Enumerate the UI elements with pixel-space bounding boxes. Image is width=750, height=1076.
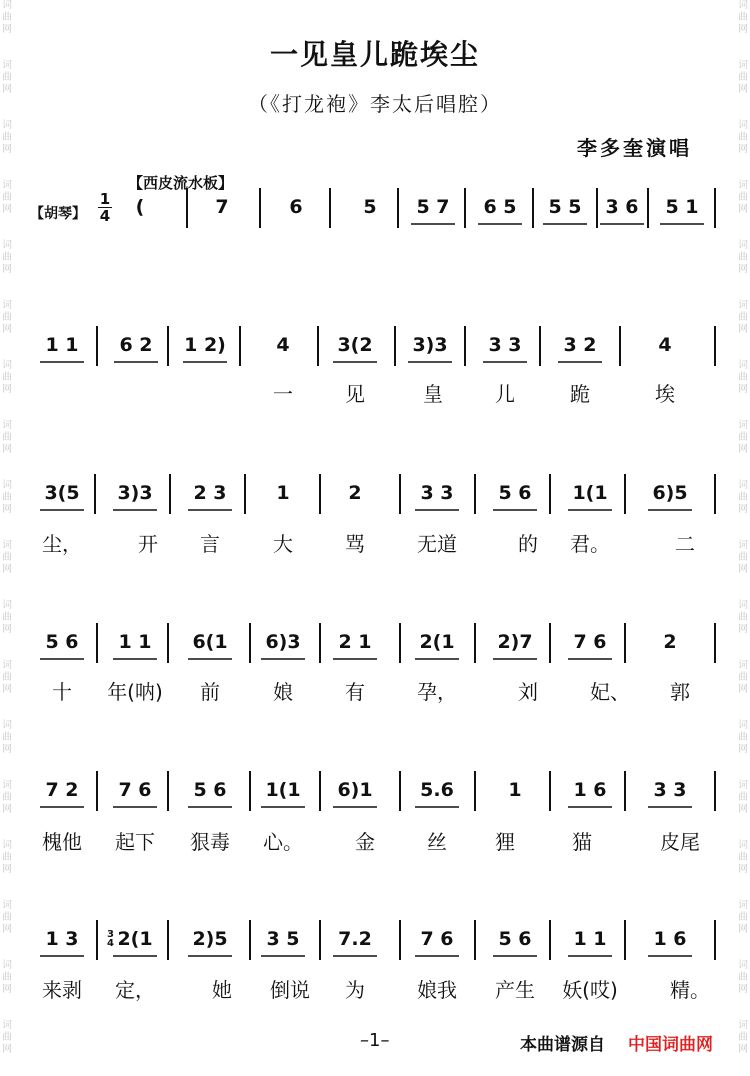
note-group: 7 [215,196,229,218]
note-group: 1 [508,779,522,801]
note-group: 1 3 [45,928,79,950]
note-group: 3(2 [337,334,373,356]
note-group: 5 6 [498,928,532,950]
watermark-text: 词曲网 [738,0,748,35]
watermark-text: 词曲网 [738,540,748,575]
note-group: 2)5 [192,928,228,950]
lyric-syllable: 跪 [570,382,590,406]
note-group: 3 3 [420,482,454,504]
lyric-syllable: 精。 [670,978,710,1002]
note-group: 6 2 [119,334,153,356]
note-group: 7 6 [118,779,152,801]
watermark-text: 词曲网 [738,660,748,695]
lyric-syllable: 定， [115,978,155,1002]
note-group: 3)3 [117,482,153,504]
watermark-text: 词曲网 [2,660,12,695]
note-group: 3 5 [266,928,300,950]
watermark-text: 词曲网 [738,240,748,275]
watermark-text: 词曲网 [738,180,748,215]
song-subtitle: （《打龙袍》李太后唱腔） [248,92,502,116]
note-group: 2 [348,482,362,504]
note-group: 2 [663,631,677,653]
watermark-text: 词曲网 [2,60,12,95]
note-group: 1 1 [118,631,152,653]
note-group: 5 7 [416,196,450,218]
lyric-syllable: 君。 [570,532,610,556]
lyric-syllable: 一 [273,382,293,406]
note-group: 5 1 [665,196,699,218]
watermark-text: 词曲网 [738,360,748,395]
note-group: 4 [276,334,290,356]
source-site-link[interactable]: 中国词曲网 [628,1035,713,1055]
note-group: 3)3 [412,334,448,356]
instrument-label: 【胡琴】 [30,206,86,222]
note-group: 5 5 [548,196,582,218]
watermark-text: 词曲网 [2,420,12,455]
note-group: 6(1 [192,631,228,653]
lyric-syllable: 金 [355,830,375,854]
lyric-syllable: 心。 [263,830,303,854]
lyric-syllable: 骂 [345,532,365,556]
lyric-syllable: 猫 [572,830,592,854]
watermark-text: 词曲网 [2,1020,12,1055]
note-group: 2 1 [338,631,372,653]
note-group: 5 6 [45,631,79,653]
watermark-text: 词曲网 [2,720,12,755]
watermark-text: 词曲网 [2,900,12,935]
note-group: 7.2 [338,928,372,950]
lyric-syllable: 为 [345,978,365,1002]
lyric-syllable: 狸 [495,830,515,854]
watermark-text: 词曲网 [738,420,748,455]
note-group: 6)1 [337,779,373,801]
lyric-syllable: 大 [273,532,293,556]
lyric-syllable: 产生 [495,978,535,1002]
lyric-syllable: 皮尾 [660,830,700,854]
note-group: 1 6 [653,928,687,950]
watermark-text: 词曲网 [738,780,748,815]
watermark-text: 词曲网 [738,600,748,635]
note-group: 6 5 [483,196,517,218]
note-group: ( [135,196,145,218]
lyric-syllable: 埃 [655,382,675,406]
watermark-text: 词曲网 [2,840,12,875]
lyric-syllable: 尘， [42,532,82,556]
note-group: 3(5 [44,482,80,504]
lyric-syllable: 见 [345,382,365,406]
note-group: 7 2 [45,779,79,801]
watermark-text: 词曲网 [738,720,748,755]
lyric-syllable: 言 [200,532,220,556]
watermark-text: 词曲网 [2,180,12,215]
lyric-syllable: 郭 [670,680,690,704]
lyric-syllable: 丝 [427,830,447,854]
note-group: 6 [289,196,303,218]
time-signature-change-bottom: 4 [107,938,114,949]
note-group: 7 6 [573,631,607,653]
note-group: 2(1 [117,928,153,950]
lyric-syllable: 前 [200,680,220,704]
lyric-syllable: 开 [138,532,158,556]
watermark-text: 词曲网 [738,840,748,875]
lyric-syllable: 孕， [417,680,457,704]
watermark-text: 词曲网 [738,960,748,995]
watermark-text: 词曲网 [738,300,748,335]
note-group: 2(1 [419,631,455,653]
lyric-syllable: 的 [518,532,538,556]
watermark-text: 词曲网 [2,240,12,275]
watermark-text: 词曲网 [738,120,748,155]
watermark-text: 词曲网 [738,900,748,935]
note-group: 6)3 [265,631,301,653]
lyric-syllable: 二 [675,532,695,556]
lyric-syllable: 有 [345,680,365,704]
note-group: 3 3 [653,779,687,801]
watermark-text: 词曲网 [2,120,12,155]
note-group: 3 6 [605,196,639,218]
watermark-text: 词曲网 [738,60,748,95]
note-group: 1 [276,482,290,504]
lyric-syllable: 娘 [273,680,293,704]
note-group: 6)5 [652,482,688,504]
note-group: 5 6 [193,779,227,801]
note-group: 1(1 [265,779,301,801]
note-group: 4 [658,334,672,356]
lyric-syllable: 年(呐) [107,680,163,704]
note-group: 3 3 [488,334,522,356]
source-text: 本曲谱源自 [520,1035,605,1055]
note-group: 5.6 [420,779,454,801]
watermark-text: 词曲网 [738,480,748,515]
lyric-syllable: 无道 [417,532,457,556]
time-signature-change-top: 3 [107,929,114,940]
note-group: 3 2 [563,334,597,356]
lyric-syllable: 妃、 [590,680,630,704]
note-group: 2 3 [193,482,227,504]
time-signature-top: 1 [99,190,111,208]
page-number: –1– [360,1030,390,1051]
time-signature-bottom: 4 [99,207,111,225]
note-group: 1 6 [573,779,607,801]
note-group: 5 6 [498,482,532,504]
watermark-text: 词曲网 [2,480,12,515]
note-group: 1(1 [572,482,608,504]
note-group: 2)7 [497,631,533,653]
lyric-syllable: 刘 [518,680,538,704]
lyric-syllable: 来剥 [42,978,82,1002]
watermark-text: 词曲网 [2,780,12,815]
watermark-text: 词曲网 [2,300,12,335]
watermark-text: 词曲网 [2,600,12,635]
song-title: 一见皇儿跪埃尘 [269,38,480,71]
watermark-text: 词曲网 [2,540,12,575]
watermark-text: 词曲网 [2,960,12,995]
lyric-syllable: 起下 [115,830,155,854]
lyric-syllable: 狠毒 [190,830,230,854]
lyric-syllable: 槐他 [42,830,82,854]
lyric-syllable: 儿 [495,382,515,406]
lyric-syllable: 皇 [423,382,443,406]
lyric-syllable: 十 [52,680,72,704]
lyric-syllable: 妖(哎) [562,978,618,1002]
watermark-text: 词曲网 [2,360,12,395]
watermark-text: 词曲网 [2,0,12,35]
note-group: 1 1 [573,928,607,950]
note-group: 7 6 [420,928,454,950]
lyric-syllable: 倒说 [270,978,310,1002]
watermark-text: 词曲网 [738,1020,748,1055]
singer-credit: 李多奎演唱 [577,136,692,160]
note-group: 1 1 [45,334,79,356]
tempo-marking: 【西皮流水板】 [128,174,234,192]
lyric-syllable: 娘我 [417,978,457,1002]
note-group: 5 [363,196,377,218]
note-group: 1 2) [184,334,226,356]
lyric-syllable: 她 [212,978,232,1002]
